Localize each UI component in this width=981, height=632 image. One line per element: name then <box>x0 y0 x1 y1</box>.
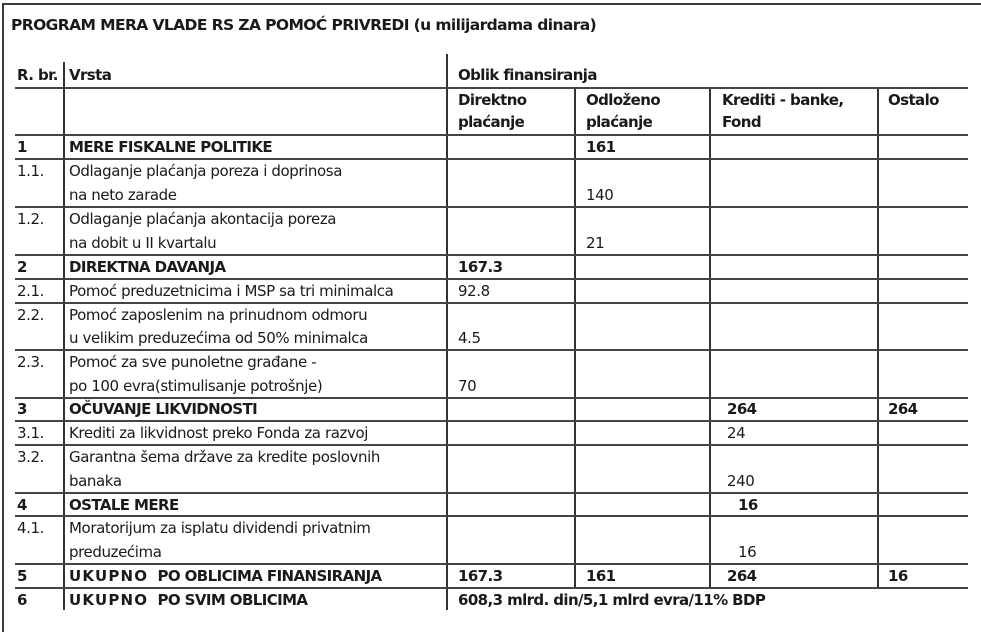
header-rbr: R. br. <box>17 66 58 84</box>
row-1-1-vrsta-line1: Odlaganje plaćanja poreza i doprinosa <box>69 162 343 180</box>
row-2-vrsta: DIREKTNA DAVANJA <box>69 258 226 276</box>
divider-vrsta <box>446 54 448 610</box>
row-3-1-rb: 3.1. <box>17 424 45 442</box>
row-2-3-rb: 2.3. <box>17 353 45 371</box>
header-vrsta: Vrsta <box>69 66 112 84</box>
row-3-2-vrsta-line2: banaka <box>69 472 122 490</box>
row-1-odlozeno: 161 <box>586 138 616 156</box>
header-krediti-line1: Krediti - banke, <box>722 91 844 109</box>
row-5-ostalo: 16 <box>888 567 908 585</box>
row-2-1-rb: 2.1. <box>17 282 45 300</box>
row-2-2-vrsta-line1: Pomoć zaposlenim na prinudnom odmoru <box>69 306 368 324</box>
header-ostalo: Ostalo <box>888 91 939 109</box>
header-oblik-finansiranja: Oblik finansiranja <box>458 66 597 84</box>
divider-direktno <box>574 88 576 588</box>
row-2-2-vrsta-line2: u velikim preduzećima od 50% minimalca <box>69 329 368 347</box>
row-2-1-direktno: 92.8 <box>458 282 490 300</box>
row-5-odlozeno: 161 <box>586 567 616 585</box>
row-5-direktno: 167.3 <box>458 567 503 585</box>
row-4-1-vrsta-line2: preduzećima <box>69 543 162 561</box>
row-1-1-odlozeno: 140 <box>586 186 614 204</box>
row-1-rb: 1 <box>17 138 27 156</box>
row-2-direktno: 167.3 <box>458 258 503 276</box>
row-2-rb: 2 <box>17 258 27 276</box>
header-odlozeno-line1: Odloženo <box>586 91 661 109</box>
row-5-rb: 5 <box>17 567 27 585</box>
row-3-1-vrsta: Krediti za likvidnost preko Fonda za razvoj <box>69 424 369 442</box>
row-4-1-rb: 4.1. <box>17 519 45 537</box>
row-4-1-vrsta-line1: Moratorijum za isplatu dividendi privatnim <box>69 519 371 537</box>
row-6-total: 608,3 mlrd. din/5,1 mlrd evra/11% BDP <box>458 591 766 609</box>
divider-krediti <box>877 88 879 588</box>
row-1-2-rb: 1.2. <box>17 210 45 228</box>
row-6-vrsta: UKUPNO PO SVIM OBLICIMA <box>69 591 308 609</box>
divider-odlozeno <box>709 88 711 588</box>
row-1-1-rb: 1.1. <box>17 162 45 180</box>
row-3-1-krediti: 24 <box>727 424 746 442</box>
row-6-rb: 6 <box>17 591 27 609</box>
row-3-2-vrsta-line1: Garantna šema države za kredite poslovnih <box>69 448 380 466</box>
header-direktno-line1: Direktno <box>458 91 527 109</box>
row-3-vrsta: OČUVANJE LIKVIDNOSTI <box>69 400 258 418</box>
row-1-2-vrsta-line2: na dobit u II kvartalu <box>69 234 217 252</box>
row-5-label-rest: PO OBLICIMA FINANSIRANJA <box>157 567 382 585</box>
row-2-3-vrsta-line1: Pomoć za sve punoletne građane - <box>69 353 317 371</box>
row-5-vrsta: UKUPNO PO OBLICIMA FINANSIRANJA <box>69 567 382 585</box>
row-4-rb: 4 <box>17 496 27 514</box>
row-3-rb: 3 <box>17 400 27 418</box>
header-odlozeno-line2: plaćanje <box>586 113 653 131</box>
row-2-1-vrsta: Pomoć preduzetnicima i MSP sa tri minimalca <box>69 282 394 300</box>
table-title: PROGRAM MERA VLADE RS ZA POMOĆ PRIVREDI (u milijardama dinara) <box>11 16 597 34</box>
row-4-krediti: 16 <box>738 496 758 514</box>
row-3-krediti: 264 <box>727 400 757 418</box>
row-2-3-vrsta-line2: po 100 evra(stimulisanje potrošnje) <box>69 377 323 395</box>
row-1-vrsta: MERE FISKALNE POLITIKE <box>69 138 273 156</box>
row-3-ostalo: 264 <box>888 400 918 418</box>
row-2-3-direktno: 70 <box>458 377 477 395</box>
row-5-krediti: 264 <box>727 567 757 585</box>
row-4-vrsta: OSTALE MERE <box>69 496 179 514</box>
row-3-2-krediti: 240 <box>727 472 755 490</box>
row-3-2-rb: 3.2. <box>17 448 45 466</box>
row-1-1-vrsta-line2: na neto zarade <box>69 186 177 204</box>
row-6-label-rest: PO SVIM OBLICIMA <box>157 591 308 609</box>
row-4-1-krediti: 16 <box>738 543 757 561</box>
row-1-2-vrsta-line1: Odlaganje plaćanja akontacija poreza <box>69 210 337 228</box>
divider-rbr <box>63 62 65 610</box>
row-2-2-direktno: 4.5 <box>458 329 481 347</box>
header-direktno-line2: plaćanje <box>458 113 525 131</box>
row-1-2-odlozeno: 21 <box>586 234 605 252</box>
header-krediti-line2: Fond <box>722 113 761 131</box>
row-2-2-rb: 2.2. <box>17 306 45 324</box>
